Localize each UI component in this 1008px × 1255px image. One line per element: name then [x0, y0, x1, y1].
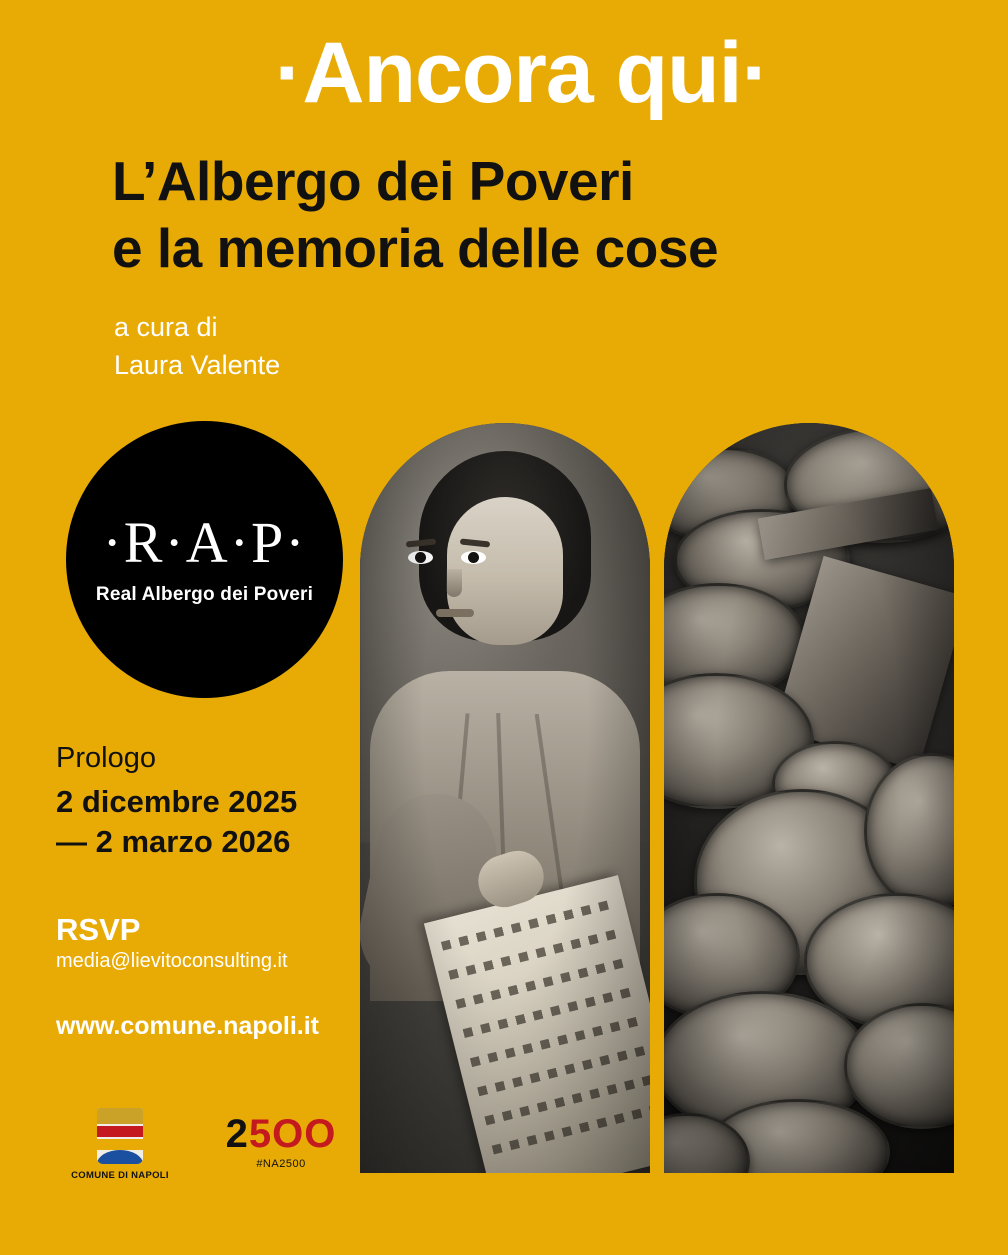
- rap-monogram: ·R·A·P·: [102, 509, 307, 575]
- exhibition-dates: [56, 782, 297, 861]
- date-start: 2 dicembre 2025: [56, 784, 298, 819]
- prologue-label: Prologo: [56, 742, 156, 774]
- subtitle-line-1: L’Albergo dei Poveri: [112, 150, 634, 212]
- comune-shield-icon: [97, 1108, 143, 1164]
- subtitle-line-2: e la memoria delle cose: [112, 217, 719, 280]
- page-title: ·Ancora qui·: [274, 25, 770, 121]
- na2500-logo: [216, 1114, 346, 1170]
- na2500-hashtag: #NA2500: [256, 1158, 306, 1170]
- photo-girl-with-sampler: [360, 423, 650, 1173]
- curator-label: a cura di: [114, 312, 218, 342]
- page-subtitle: [112, 148, 972, 282]
- comune-di-napoli-logo: [62, 1108, 178, 1181]
- photo-vignette: [360, 423, 650, 1173]
- rap-logo: [66, 421, 343, 698]
- photo-bowls-composition: [664, 423, 954, 1173]
- photo-metal-bowls: [664, 423, 954, 1173]
- na2500-accent: 5OO: [248, 1112, 337, 1156]
- website-link[interactable]: www.comune.napoli.it: [56, 1012, 319, 1040]
- rap-logo-name: Real Albergo dei Poveri: [95, 583, 314, 605]
- na2500-mark: [216, 1114, 346, 1154]
- date-end: — 2 marzo 2026: [56, 823, 291, 859]
- na2500-prefix: 2: [225, 1112, 249, 1156]
- photo-vignette: [664, 423, 954, 1173]
- curator-block: [114, 308, 280, 385]
- comune-logo-caption: COMUNE DI NAPOLI: [71, 1170, 169, 1181]
- photo-girl-composition: [360, 423, 650, 1173]
- curator-name: Laura Valente: [114, 350, 281, 381]
- rsvp-email[interactable]: media@lievitoconsulting.it: [56, 950, 288, 972]
- rsvp-label: RSVP: [56, 912, 141, 947]
